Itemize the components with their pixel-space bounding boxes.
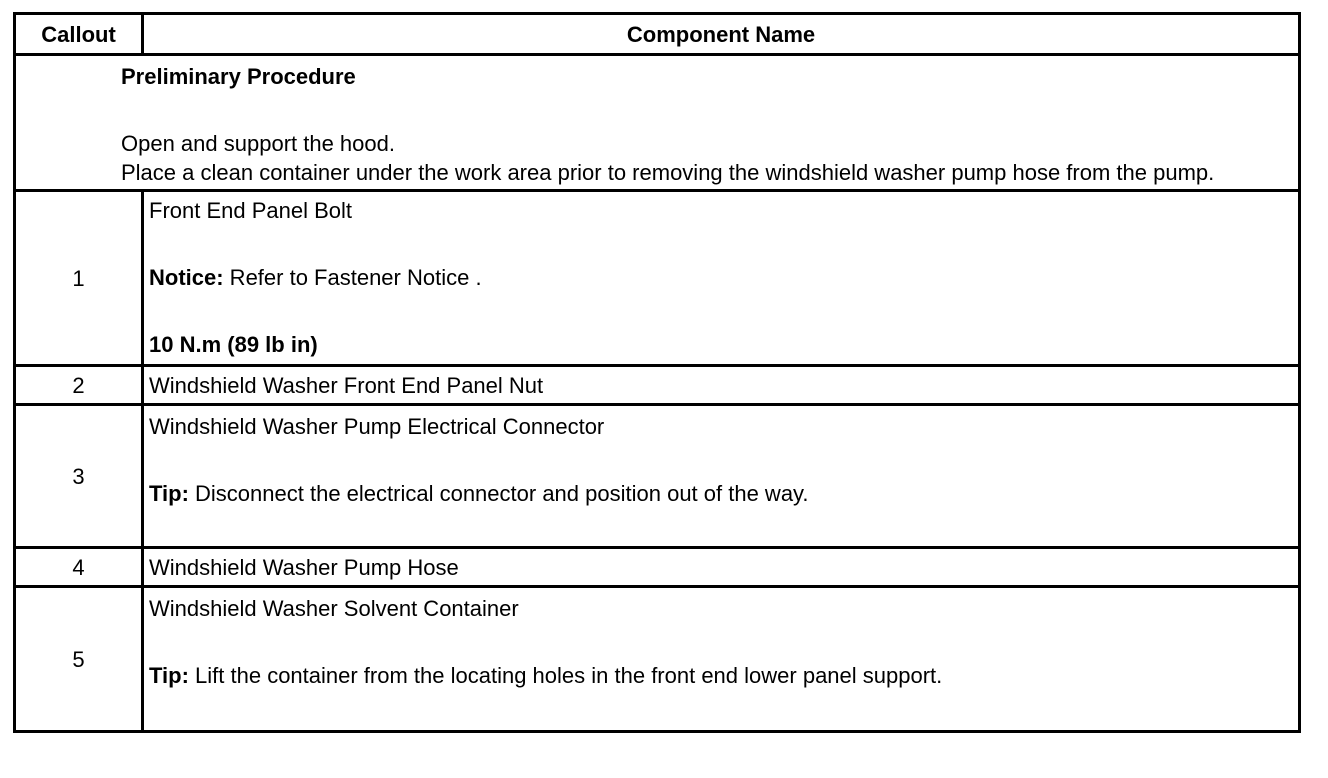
table-row [15, 191, 1300, 366]
preliminary-line: Place a clean container under the work area prior to removing the windshield washer pump hose from the pump. [121, 160, 1215, 185]
note-text: Lift the container from the locating holes in the front end lower panel support. [188, 663, 943, 688]
component-name: Front End Panel Bolt [149, 198, 353, 223]
component-note [149, 479, 1298, 508]
preliminary-row [15, 55, 1300, 191]
component-note [149, 661, 1298, 690]
preliminary-cell [15, 55, 1300, 191]
header-callout: Callout [15, 14, 143, 55]
component-name: Windshield Washer Front End Panel Nut [143, 366, 1300, 405]
callout-cell: 2 [15, 366, 143, 405]
component-name: Windshield Washer Pump Hose [143, 548, 1300, 587]
note-label: Notice: [149, 265, 224, 290]
table-header-row [15, 14, 1300, 55]
torque-spec: 10 N.m (89 lb in) [149, 332, 318, 357]
table-row [15, 587, 1300, 732]
component-note [149, 263, 1298, 292]
table-row [15, 366, 1300, 405]
callout-cell: 3 [15, 405, 143, 548]
table-row [15, 405, 1300, 548]
component-cell [143, 587, 1300, 732]
note-text: Refer to Fastener Notice . [223, 265, 482, 290]
preliminary-line: Open and support the hood. [121, 131, 395, 156]
component-name: Windshield Washer Solvent Container [149, 596, 519, 621]
callout-cell: 4 [15, 548, 143, 587]
note-label: Tip: [149, 481, 189, 506]
component-table [13, 12, 1301, 733]
header-component-name: Component Name [143, 14, 1300, 55]
component-name: Windshield Washer Pump Electrical Connector [149, 414, 605, 439]
note-label: Tip: [149, 663, 189, 688]
callout-cell: 5 [15, 587, 143, 732]
note-text: Disconnect the electrical connector and position out of the way. [188, 481, 809, 506]
preliminary-title: Preliminary Procedure [121, 64, 356, 89]
component-cell [143, 191, 1300, 366]
callout-cell: 1 [15, 191, 143, 366]
component-cell [143, 405, 1300, 548]
table-row [15, 548, 1300, 587]
